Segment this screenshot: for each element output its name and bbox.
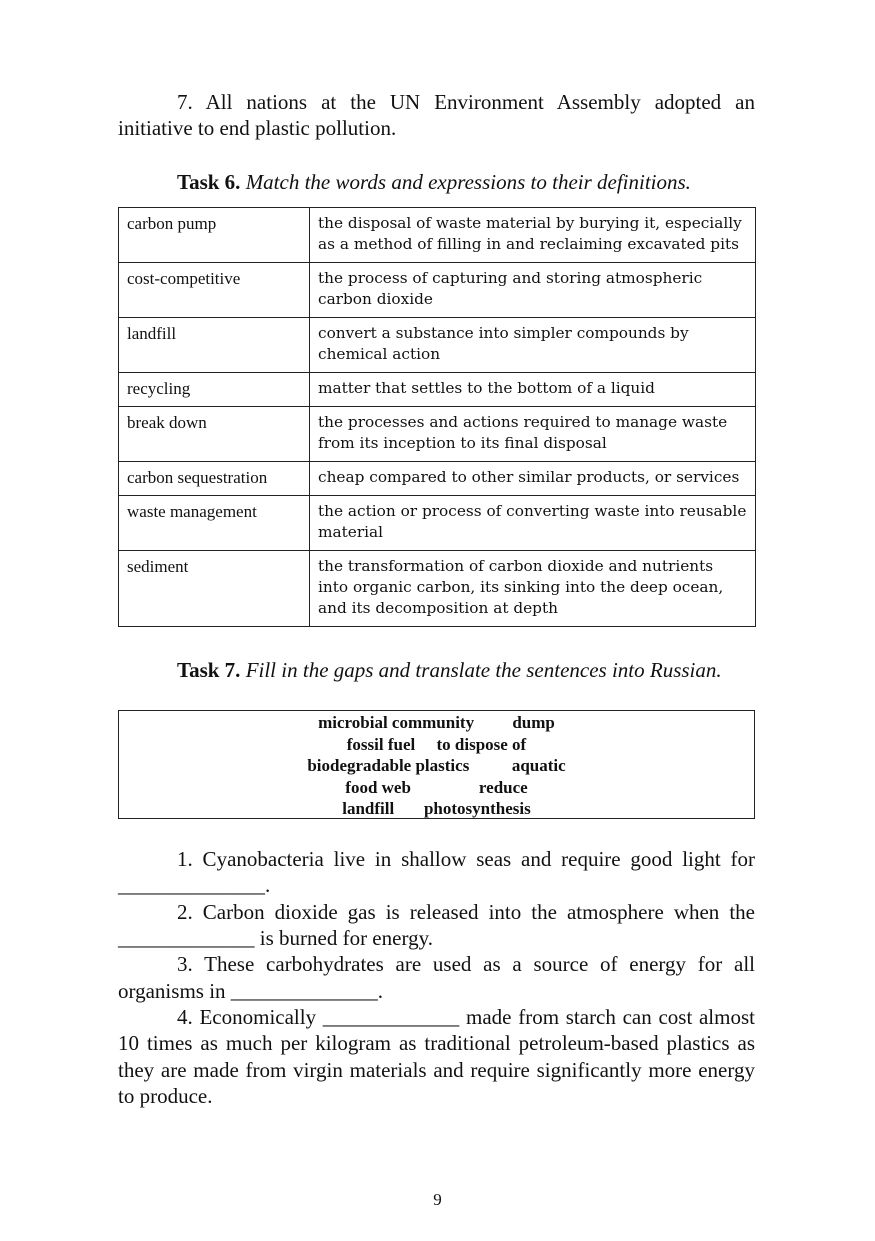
table-row	[119, 372, 756, 406]
definition-cell: cheap compared to other similar products, or services	[310, 461, 756, 495]
table-row	[119, 550, 756, 626]
table-row	[119, 495, 756, 550]
definition-cell: matter that settles to the bottom of a liquid	[310, 372, 756, 406]
definition-cell: the transformation of carbon dioxide and nutrients into organic carbon, its sinking into the deep ocean, and its decomposition at depth	[310, 550, 756, 626]
sentence-list	[118, 846, 755, 1109]
word-cell: cost-competitive	[119, 262, 310, 317]
word-cell: carbon sequestration	[119, 461, 310, 495]
table-row	[119, 406, 756, 461]
document-page	[118, 89, 755, 1109]
task7-label: Task 7.	[177, 657, 241, 682]
word-cell: landfill	[119, 317, 310, 372]
task6-label: Task 6.	[177, 169, 241, 194]
page-number: 9	[433, 1190, 442, 1209]
sentence: 4. Economically _____________ made from starch can cost almost 10 times as much per kilogram as traditional petroleum-based plastics as they are made from virgin materials and require significantly more energy to produce.	[118, 1004, 755, 1108]
table-row	[119, 262, 756, 317]
word-box-line: fossil fuel to dispose of	[346, 734, 527, 754]
definition-cell: the process of capturing and storing atmospheric carbon dioxide	[310, 262, 756, 317]
word-box	[118, 710, 755, 819]
task6-heading	[118, 169, 755, 195]
definition-cell: convert a substance into simpler compounds by chemical action	[310, 317, 756, 372]
sentence: 1. Cyanobacteria live in shallow seas and require good light for ______________.	[118, 847, 755, 898]
task7-instruction: Fill in the gaps and translate the sentences into Russian.	[245, 657, 722, 682]
word-cell: sediment	[119, 550, 310, 626]
table-row	[119, 317, 756, 372]
word-box-line: microbial community dump	[318, 713, 555, 733]
sentence: 3. These carbohydrates are used as a source of energy for all organisms in ______________.	[118, 952, 755, 1003]
table-row	[119, 461, 756, 495]
word-cell: break down	[119, 406, 310, 461]
task6-instruction: Match the words and expressions to their definitions.	[245, 169, 691, 194]
word-cell: carbon pump	[119, 207, 310, 262]
word-box-line: biodegradable plastics aquatic	[307, 756, 566, 776]
word-cell: recycling	[119, 372, 310, 406]
word-box-line: food web reduce	[345, 777, 528, 797]
word-box-line: landfill photosynthesis	[342, 799, 531, 819]
definition-cell: the processes and actions required to manage waste from its inception to its final disposal	[310, 406, 756, 461]
intro-item: 7. All nations at the UN Environment Assembly adopted an initiative to end plastic pollution.	[118, 90, 755, 141]
definition-cell: the disposal of waste material by burying it, especially as a method of filling in and reclaiming excavated pits	[310, 207, 756, 262]
matching-table	[118, 207, 756, 627]
definition-cell: the action or process of converting waste into reusable material	[310, 495, 756, 550]
word-cell: waste management	[119, 495, 310, 550]
table-row	[119, 207, 756, 262]
task7-heading	[118, 657, 755, 683]
sentence: 2. Carbon dioxide gas is released into the atmosphere when the _____________ is burned for energy.	[118, 899, 755, 951]
